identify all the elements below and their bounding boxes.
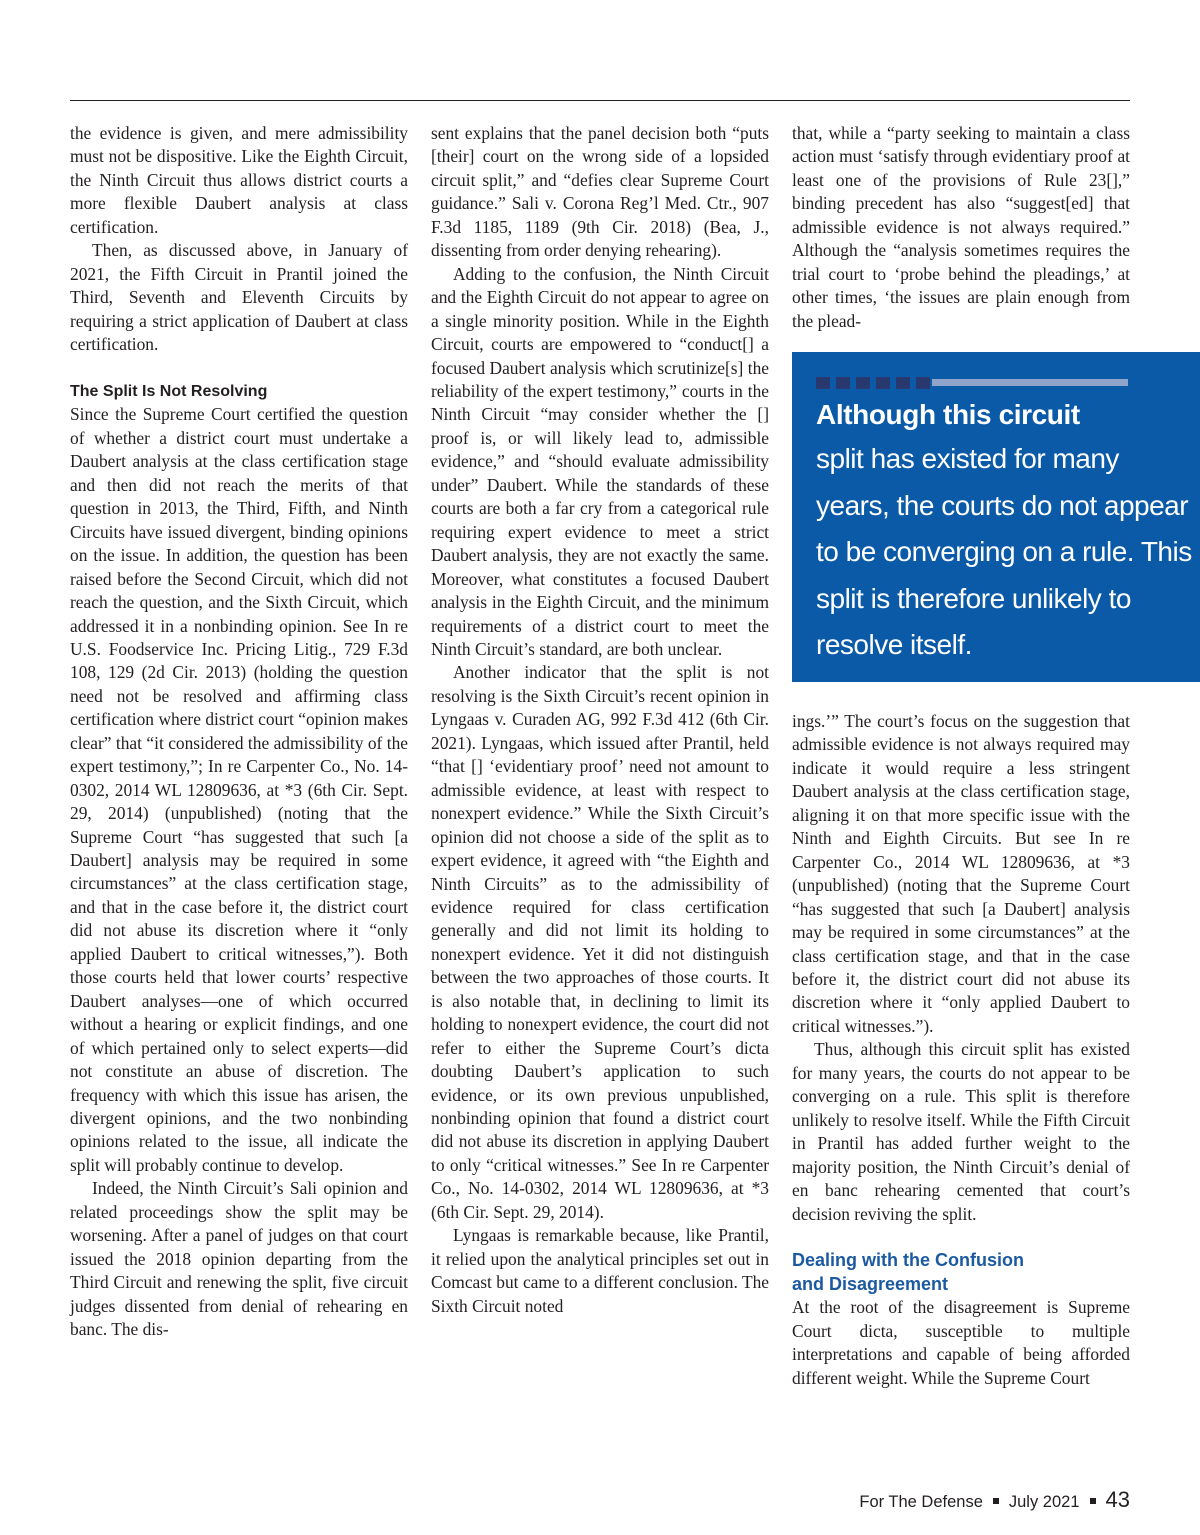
paragraph: that, while a “party seeking to maintain a class action must ‘satisfy through evidentiary proof at least one of the provisions of Rule 23[],” binding precedent has also “suggest[ed] that admissible evidence is not always required.” Although the “analysis sometimes requires the trial court to ‘probe behind the pleadings,’ at other times, ‘the issues are plain enough from the plead- xyxy=(792,123,1130,331)
paragraph: Lyngaas is remarkable because, like Prantil, it relied upon the analytical principles set out in Comcast but came to a different conclusion. The Sixth Circuit noted xyxy=(431,1225,769,1316)
section-heading xyxy=(792,1249,1130,1296)
section-heading-line-2: and Disagreement xyxy=(792,1273,949,1294)
publication-name: For The Defense xyxy=(859,1493,983,1511)
paragraph: Adding to the confusion, the Ninth Circuit and the Eighth Circuit do not appear to agree on a single minority position. While in the Eighth Circuit, courts are empowered to “conduct[] a focused Daubert analysis which scrutinize[s] the reliability of the expert testimony,” courts in the Ninth Circuit “may consider whether the [] proof is, or will likely lead to, admissible evidence,” and “should evaluate admissibility under” Daubert. While the standards of these courts are both a far cry from a categorical rule requiring expert evidence to meet a strict Daubert analysis, they are not exactly the same. Moreover, what constitutes a focused Daubert analysis in the Eighth Circuit, and the minimum requirements of a district court to meet the Ninth Circuit’s standard, are both unclear. xyxy=(431,263,769,659)
paragraph: ings.’” The court’s focus on the suggestion that admissible evidence is not always required may indicate it would require a less stringent Daubert analysis at the class certification stage, aligning it on that more specific issue with the Ninth and Eighth Circuits. But see In re Carpenter Co., 2014 WL 12809636, at *3 (unpublished) (noting that the Supreme Court “has suggested that such [a Daubert] analysis may be required in some circumstances” at the class certification stage, and that in the case before it, the district court did not abuse its discretion where it “only applied Daubert to critical witnesses.”). xyxy=(792,711,1130,1036)
top-rule xyxy=(70,100,1130,101)
paragraph: Thus, although this circuit split has existed for many years, the courts do not appear to be converging on a rule. This split is therefore unlikely to resolve itself. While the Fifth Circuit in Prantil has added further weight to the majority position, the Ninth Circuit’s denial of en banc rehearing cemented that court’s decision reviving the split. xyxy=(792,1039,1130,1224)
decorative-squares xyxy=(816,377,930,389)
column-2 xyxy=(431,122,769,1318)
page-footer xyxy=(859,1487,1130,1513)
issue-date: July 2021 xyxy=(1008,1493,1080,1511)
paragraph: Another indicator that the split is not resolving is the Sixth Circuit’s recent opinion in Lyngaas v. Curaden AG, 992 F.3d 412 (6th Cir. 2021). Lyngaas, which issued after Prantil, held “that [] ‘evidentiary proof’ need not amount to admissible evidence, at least with respect to nonexpert evidence.” While the Sixth Circuit’s opinion did not choose a side of the split as to expert evidence, it agreed with “the Eighth and Ninth Circuits” as to the admissibility of evidence required for class certification generally and did not limit its holding to nonexpert evidence. Yet it did not distinguish between the two approaches of those courts. It is also notable that, in declining to limit its holding to nonexpert evidence, the court did not refer to either the Supreme Court’s dicta doubting Daubert’s application to such evidence, or its own previous unpublished, nonbinding opinion that found a district court did not abuse its discretion in applying Daubert to only “critical witnesses.” See In re Carpenter Co., No. 14-0302, 2014 WL 12809636, at *3 (6th Cir. Sept. 29, 2014). xyxy=(431,662,769,1222)
paragraph: the evidence is given, and mere admissibility must not be dispositive. Like the Eighth Circuit, the Ninth Circuit thus allows district courts a more flexible Daubert analysis at class certification. xyxy=(70,123,408,237)
separator-bullet xyxy=(1090,1498,1096,1504)
paragraph: Then, as discussed above, in January of 2021, the Fifth Circuit in Prantil joined the Third, Seventh and Eleventh Circuits by requiring a strict application of Daubert at class certification. xyxy=(70,240,408,355)
decorative-bar xyxy=(932,379,1128,386)
pull-quote-lead: Although this circuit xyxy=(816,399,1080,430)
section-heading: The Split Is Not Resolving xyxy=(70,382,268,400)
pull-quote-text: split has existed for many years, the courts do not appear to be converging on a rule. This split is therefore unlikely to resolve itself. xyxy=(816,443,1192,660)
separator-bullet xyxy=(993,1498,999,1504)
paragraph: sent explains that the panel decision both “puts [their] court on the wrong side of a lopsided circuit split,” and “defies clear Supreme Court guidance.” Sali v. Corona Reg’l Med. Ctr., 907 F.3d 1185, 1189 (9th Cir. 2018) (Bea, J., dissenting from order denying rehearing). xyxy=(431,123,769,261)
column-3-top xyxy=(792,122,1130,333)
pull-quote xyxy=(792,352,1200,682)
page-number: 43 xyxy=(1105,1487,1130,1512)
paragraph: At the root of the disagreement is Supreme Court dicta, susceptible to multiple interpretations and capable of being afforded different weight. While the Supreme Court xyxy=(792,1297,1130,1388)
paragraph: Indeed, the Ninth Circuit’s Sali opinion and related proceedings show the split may be worsening. After a panel of judges on that court issued the 2018 opinion departing from the Third Circuit and renewing the split, five circuit judges dissented from denial of rehearing en banc. The dis- xyxy=(70,1178,408,1340)
paragraph: Since the Supreme Court certified the question of whether a district court must undertake a Daubert analysis at the class certification stage and then did not reach the merits of that question in 2013, the Third, Fifth, and Ninth Circuits have issued divergent, binding opinions on the issue. In addition, the question has been raised before the Second Circuit, which did not reach the question, and the Sixth Circuit, which addressed it in a nonbinding opinion. See In re U.S. Foodservice Inc. Pricing Litig., 729 F.3d 108, 129 (2d Cir. 2013) (holding the question need not be resolved and affirming class certification where district court “opinion makes clear” that “it considered the admissibility of the expert testimony,”; In re Carpenter Co., No. 14-0302, 2014 WL 12809636, at *3 (6th Cir. Sept. 29, 2014) (unpublished) (noting that the Supreme Court “has suggested that such [a Daubert] analysis may be required in some circumstances” at the class certification stage, and that in the case before it, the district court did not abuse its discretion where it “only applied Daubert to critical witnesses,”). Both those courts held that lower courts’ respective Daubert analyses—one of which occurred without a hearing or explicit findings, and one of which pertained only to select experts—did not constitute an abuse of discretion. The frequency with which this issue has arisen, the divergent opinions, and the two nonbinding opinions related to the issue, all indicate the split will probably continue to develop. xyxy=(70,404,408,1175)
section-heading-line-1: Dealing with the Confusion xyxy=(792,1250,1024,1271)
column-3-bottom xyxy=(792,710,1130,1390)
column-1 xyxy=(70,122,408,1342)
